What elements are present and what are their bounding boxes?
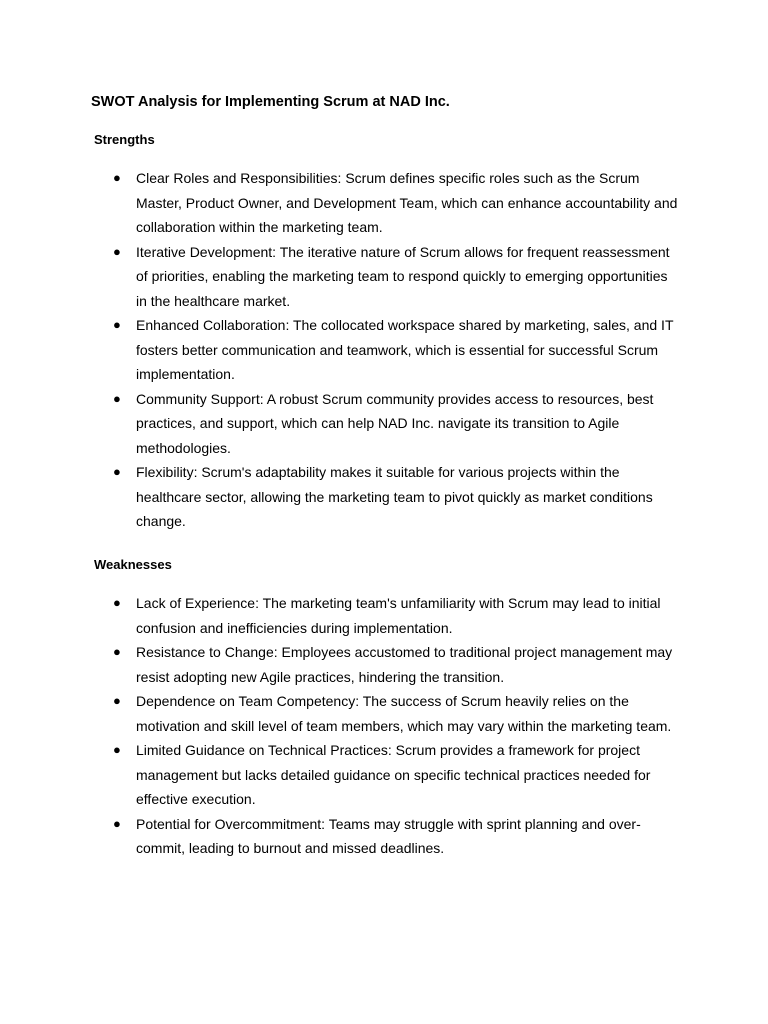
bullet-icon: ●: [113, 595, 121, 610]
list-item: [0, 460, 682, 534]
list-item-text: Limited Guidance on Technical Practices: Scrum provides a framework for project management but lacks detailed guidance on specific technical practices needed for effective execution.: [136, 742, 651, 807]
list-item: [0, 738, 682, 812]
list-item-text: Lack of Experience: The marketing team's unfamiliarity with Scrum may lead to initial confusion and inefficiencies during implementation.: [136, 595, 661, 636]
list-item-text: Potential for Overcommitment: Teams may struggle with sprint planning and over-commit, leading to burnout and missed deadlines.: [136, 815, 641, 856]
bullet-icon: ●: [113, 815, 121, 831]
list-item-text: Enhanced Collaboration: The collocated workspace shared by marketing, sales, and IT fosters better communication and teamwork, which is essential for successful Scrum implementation.: [136, 317, 674, 382]
section-heading-strengths: Strengths: [94, 132, 155, 147]
list-item-text: Dependence on Team Competency: The success of Scrum heavily relies on the motivation and skill level of team members, which may vary within the marketing team.: [136, 693, 672, 734]
bullet-icon: ●: [113, 742, 121, 757]
bullet-icon: ●: [113, 170, 121, 185]
list-item: [0, 387, 682, 461]
list-item: [0, 240, 682, 314]
bullet-icon: ●: [113, 693, 121, 708]
bullet-icon: ●: [113, 317, 121, 332]
bullet-icon: ●: [113, 644, 121, 659]
bullet-icon: ●: [113, 243, 121, 259]
list-item-text: Community Support: A robust Scrum community provides access to resources, best practices, and support, which can help NAD Inc. navigate its transition to Agile methodologies.: [136, 390, 654, 456]
bullet-icon: ●: [113, 390, 121, 406]
section-heading-weaknesses: Weaknesses: [94, 557, 172, 572]
list-item-text: Resistance to Change: Employees accustomed to traditional project management may resist adopting new Agile practices, hindering the transition.: [136, 644, 673, 685]
list-item-text: Flexibility: Scrum's adaptability makes it suitable for various projects within the healthcare sector, allowing the marketing team to pivot quickly as market conditions change.: [136, 464, 653, 529]
list-item: [0, 166, 682, 240]
list-item: [0, 689, 682, 738]
document-title: SWOT Analysis for Implementing Scrum at NAD Inc.: [91, 94, 450, 110]
list-item-text: Iterative Development: The iterative nature of Scrum allows for frequent reassessment of priorities, enabling the marketing team to respond quickly to emerging opportunities in the healthcare market.: [136, 243, 670, 309]
strengths-list: [0, 166, 768, 534]
list-item: [0, 640, 682, 689]
bullet-icon: ●: [113, 464, 121, 479]
list-item: [0, 812, 682, 861]
list-item: [0, 313, 682, 387]
list-item: [0, 591, 682, 640]
list-item-text: Clear Roles and Responsibilities: Scrum defines specific roles such as the Scrum Master, Product Owner, and Development Team, which can enhance accountability and collaboration within the marketing team.: [136, 170, 678, 235]
weaknesses-list: [0, 591, 768, 861]
